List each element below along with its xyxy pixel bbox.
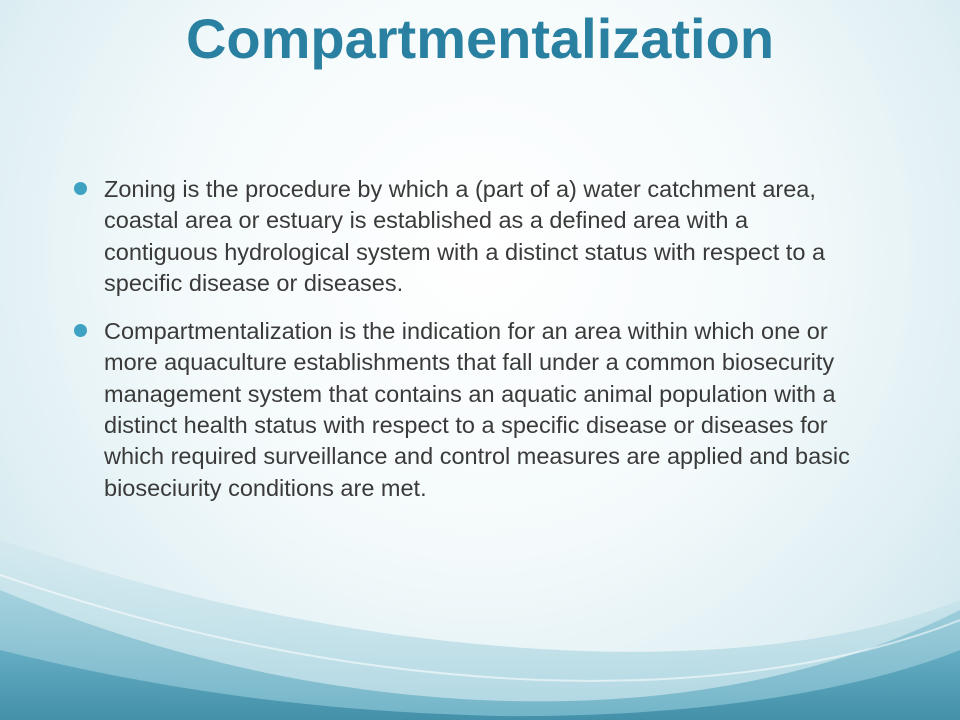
bullet-list (70, 174, 860, 521)
bullet-text: Compartmentalization is the indication for an area within which one or more aquaculture establishments that fall under a common biosecurity management system that contains an aquatic animal population with a distinct health status with respect to a specific disease or diseases for which required surveillance and control measures are applied and basic bioseciurity conditions are met. (104, 318, 850, 501)
bullet-item-zoning (70, 174, 860, 299)
bullet-item-compartmentalization (70, 316, 860, 504)
bullet-dot-icon (74, 182, 87, 195)
bullet-dot-icon (74, 324, 87, 337)
bullet-text: Zoning is the procedure by which a (part of a) water catchment area, coastal area or estuary is established as a defined area with a contiguous hydrological system with a distinct status with respect to a specific disease or diseases. (104, 176, 826, 296)
slide-title: Compartmentalization (185, 7, 775, 70)
